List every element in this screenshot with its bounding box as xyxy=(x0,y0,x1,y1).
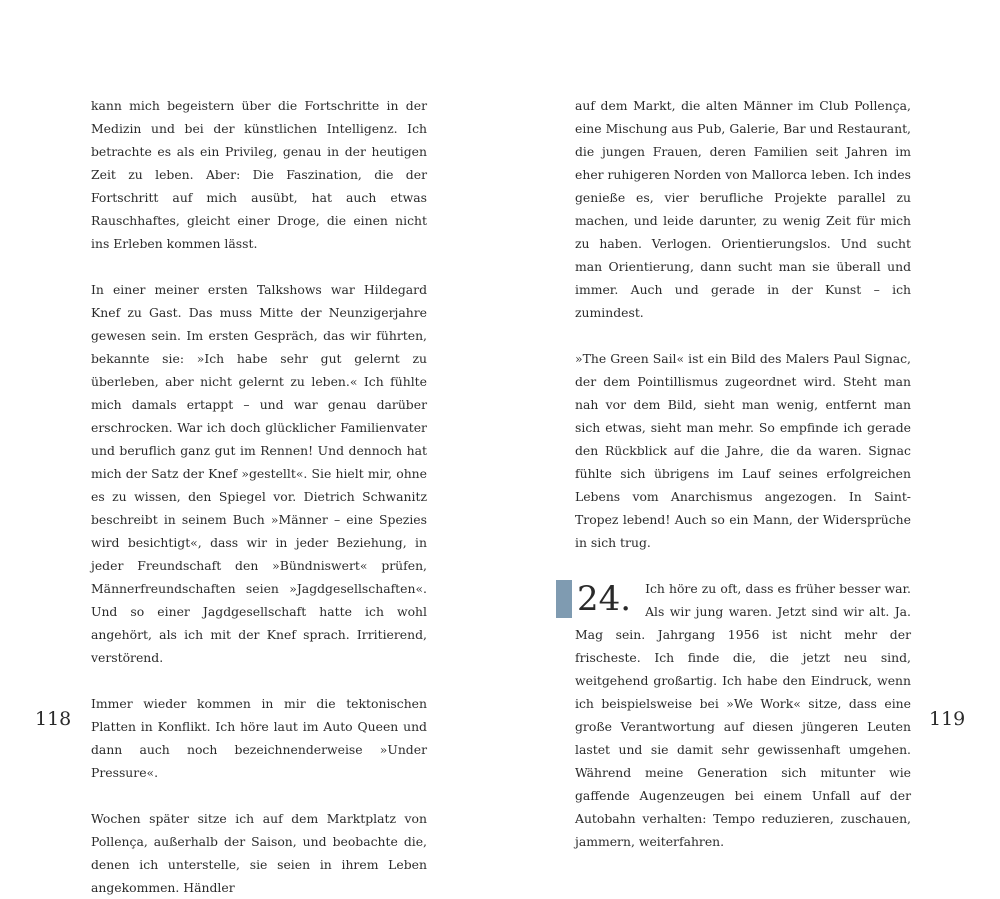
chapter-section xyxy=(575,577,911,853)
paragraph: »The Green Sail« ist ein Bild des Malers Paul Signac, der dem Pointillismus zugeordnet wird. Steht man nah vor dem Bild, sieht man wenig, entfernt man sich etwas, sieht man mehr. So empfinde ich gerade den Rückblick auf die Jahre, die da waren. Signac fühlte sich übrigens im Lauf seines erfolgreichen Lebens vom Anarchismus angezogen. In Saint-Tropez lebend! Auch so ein Mann, der Widersprüche in sich trug. xyxy=(575,351,911,550)
paragraph: kann mich begeistern über die Fortschritte in der Medizin und bei der künstlichen Intelligenz. Ich betrachte es als ein Privileg, genau in der heutigen Zeit zu leben. Aber: Die Faszination, die der Fortschritt auf mich ausübt, hat auch etwas Rauschhaftes, gleicht einer Droge, die einen nicht ins Erleben kommen lässt. xyxy=(91,98,427,251)
page-number-right: 119 xyxy=(929,708,966,730)
left-page xyxy=(0,0,500,895)
right-page xyxy=(500,0,1000,849)
right-text-column xyxy=(575,94,911,853)
chapter-number: 24. xyxy=(577,579,632,619)
page-number-left: 118 xyxy=(35,708,72,730)
paragraph: Immer wieder kommen in mir die tektonischen Platten in Konflikt. Ich höre laut im Auto Queen und dann auch noch bezeichnenderweise »Under Pressure«. xyxy=(91,696,427,780)
paragraph: auf dem Markt, die alten Männer im Club Pollença, eine Mischung aus Pub, Galerie, Bar und Restaurant, die jungen Frauen, deren Familien seit Jahren im eher ruhigeren Norden von Mallorca leben. Ich indes genieße es, vier berufliche Projekte parallel zu machen, und leide darunter, zu wenig Zeit für mich zu haben. Verlogen. Orientierungslos. Und sucht man Orientierung, dann sucht man sie überall und immer. Auch und gerade in der Kunst – ich zumindest. xyxy=(575,98,911,320)
chapter-text: Ich höre zu oft, dass es früher besser war. Als wir jung waren. Jetzt sind wir alt. Ja. Mag sein. Jahrgang 1956 ist nicht mehr der frischeste. Ich finde die, die jetzt neu sind, weitgehend großartig. Ich habe den Eindruck, wenn ich beispielsweise bei »We Work« sitze, dass eine große Verantwortung auf diesen jüngeren Leuten lastet und sie damit sehr gewissenhaft umgehen. Während meine Generation sich mitunter wie gaffende Augenzeugen bei einem Unfall auf der Autobahn verhalten: Tempo reduzieren, zuschauen, jammern, weiterfahren. xyxy=(575,581,911,849)
paragraph: In einer meiner ersten Talkshows war Hildegard Knef zu Gast. Das muss Mitte der Neunzigerjahre gewesen sein. Im ersten Gespräch, das wir führten, bekannte sie: »Ich habe sehr gut gelernt zu überleben, aber nicht gelernt zu leben.« Ich fühlte mich damals ertappt – und war genau darüber erschrocken. War ich doch glücklicher Familienvater und beruflich ganz gut im Rennen! Und dennoch hat mich der Satz der Knef »gestellt«. Sie hielt mir, ohne es zu wissen, den Spiegel vor. Dietrich Schwanitz beschreibt in seinem Buch »Männer – eine Spezies wird besichtigt«, dass wir in jeder Beziehung, in jeder Freundschaft den »Bündniswert« prüfen, Männerfreundschaften seien »Jagdgesellschaften«. Und so einer Jagdgesellschaft hatte ich wohl angehört, als ich mit der Knef sprach. Irritierend, verstörend. xyxy=(91,282,427,665)
chapter-marker-bar xyxy=(556,580,572,618)
paragraph: Wochen später sitze ich auf dem Marktplatz von Pollença, außerhalb der Saison, und beobachte die, denen ich unterstelle, sie seien in ihrem Leben angekommen. Händler xyxy=(91,811,427,895)
left-text-column xyxy=(91,94,427,899)
